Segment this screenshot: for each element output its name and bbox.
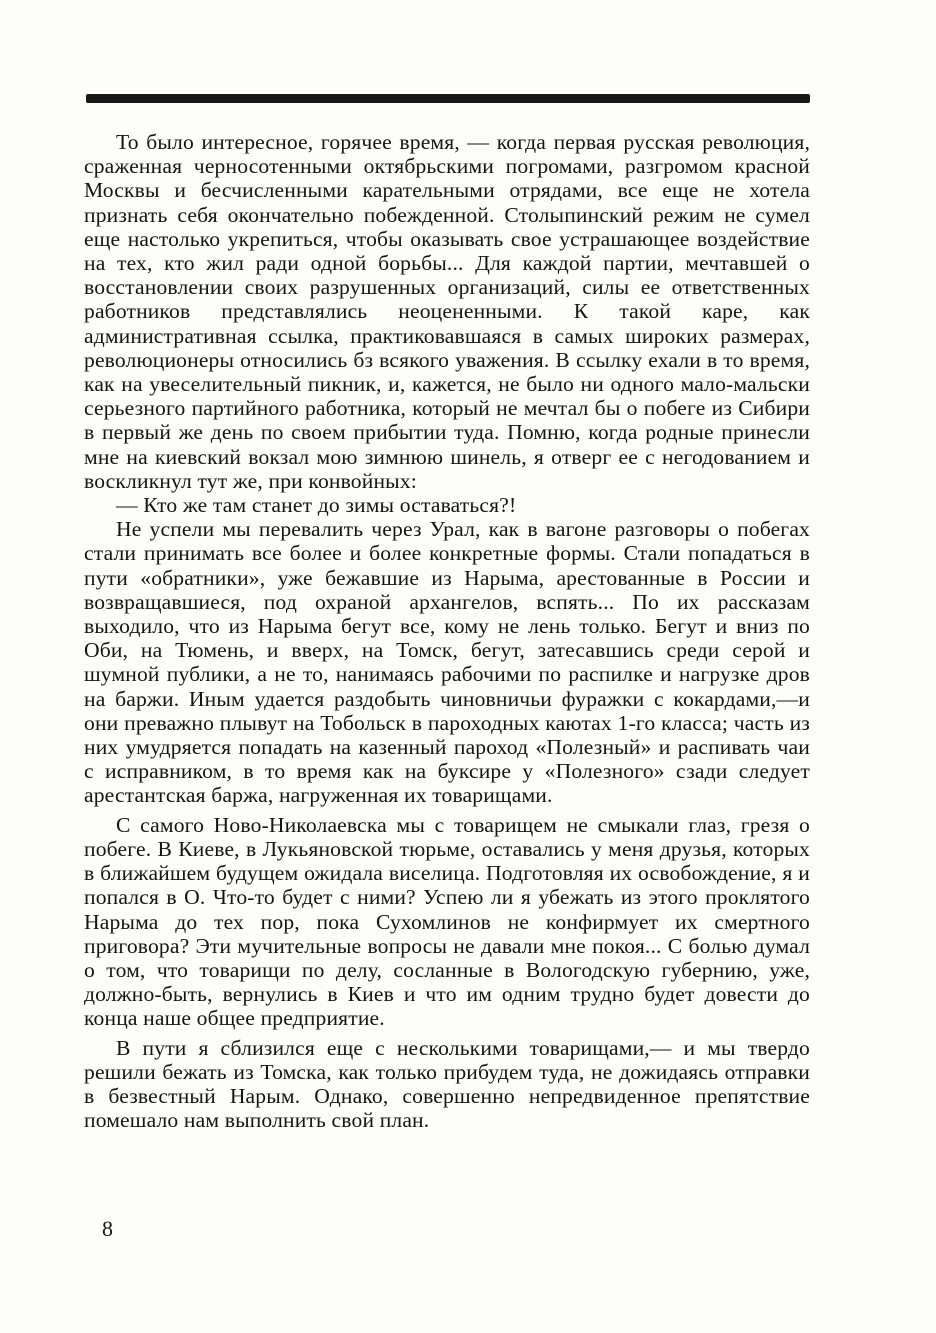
paragraph: — Кто же там станет до зимы оставаться?! (116, 493, 517, 518)
page-number: 8 (102, 1216, 113, 1241)
paragraph: Не успели мы перевалить через Урал, как в вагоне разговоры о побегах стали принимать все более и более конкретные формы. Стали попадаться в пути «обратники», уже бежавшие из Нарыма, арестованные в России и возвращавшиеся, под охраной архангелов, вспять... По их рассказам выходило, что из Нарыма бегут все, кому не лень только. Бегут и вниз по Оби, на Тюмень, и вверх, на Томск, бегут, затесавшись среди серой и шумной публики, а не то, нанимаясь рабочими по распилке и нагрузке дров на баржи. Иным удается раздобыть чиновничьи фуражки с кокардами,—и они преважно плывут на Тобольск в пароходных каютах 1-го класса; часть из них умудряется попадать на казенный пароход «Полезный» и распивать чаи с исправником, в то время как на буксире у «Полезного» сзади следует арестантская баржа, нагруженная их товарищами. (84, 517, 810, 808)
paragraph: С самого Ново-Николаевска мы с товарищем не смыкали глаз, грезя о побеге. В Киеве, в Лукьяновской тюрьме, оставались у меня друзья, которых в ближайшем будущем ожидала виселица. Подготовляя их освобождение, я и попался в О. Что-то будет с ними? Успею ли я убежать из этого проклятого Нарыма до тех пор, пока Сухомлинов не конфирмует их смертного приговора? Эти мучительные вопросы не давали мне покоя... С болью думал о том, что товарищи по делу, сосланные в Вологодскую губернию, уже, должно-быть, вернулись в Киев и что им одним трудно будет довести до конца наше общее предприятие. (84, 812, 810, 1031)
body-text (84, 130, 810, 1132)
paragraph: То было интересное, горячее время, — когда первая русская революция, сраженная черносотенными октябрьскими погромами, разгромом красной Москвы и бесчисленными карательными отрядами, все еще не хотела признать себя окончательно побежденной. Столыпинский режим не сумел еще настолько укрепиться, чтобы оказывать свое устрашающее воздействие на тех, кто жил ради одной борьбы... Для каждой партии, мечтавшей о восстановлении своих разрушенных организаций, силы ее ответственных работников представлялись неоцененными. К такой каре, как административная ссылка, практиковавшаяся в самых широких размерах, революционеры относились бз всякого уважения. В ссылку ехали в то время, как на увеселительный пикник, и, кажется, не было ни одного мало-мальски серьезного партийного работника, который не мечтал бы о побеге из Сибири в первый же день по своем прибытии туда. Помню, когда родные принесли мне на киевский вокзал мою зимнюю шинель, я отверг ее с негодованием и воскликнул тут же, при конвойных: (84, 130, 810, 493)
paragraph: В пути я сблизился еще с несколькими товарищами,— и мы твердо решили бежать из Томска, как только прибудем туда, не дожидаясь отправки в безвестный Нарым. Однако, совершенно непредвиденное препятствие помешало нам выполнить свой план. (84, 1035, 810, 1133)
header-rule (86, 94, 810, 103)
